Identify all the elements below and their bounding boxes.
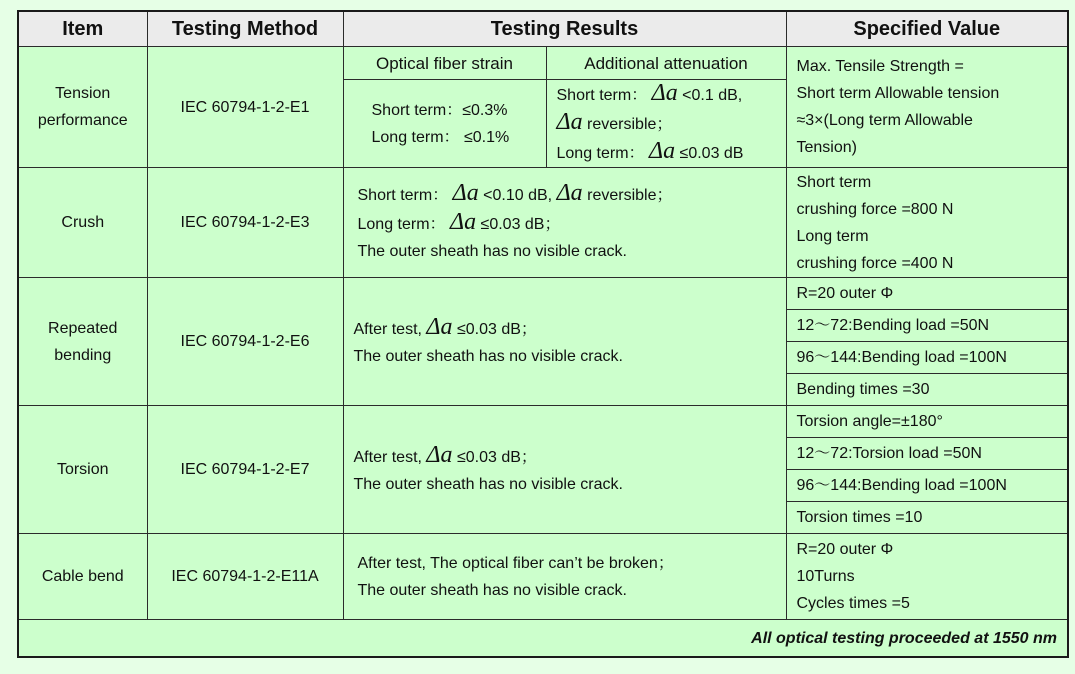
tension-subheader-row [18, 47, 1068, 80]
tension-att-l2-post: reversible； [582, 116, 673, 133]
crush-spec-line4: crushing force =400 N [796, 254, 954, 272]
cablebend-result-line2: The outer sheath has no visible crack. [357, 581, 627, 599]
crush-row [18, 168, 1068, 278]
repeated-result-line1 [354, 314, 786, 343]
cablebend-spec-cell [786, 534, 1068, 620]
cablebend-results-cell [343, 534, 786, 620]
header-testing-results: Testing Results [343, 11, 786, 47]
tension-att-line2 [557, 109, 786, 138]
torsion-spec-1: Torsion angle=±180° [786, 406, 1068, 438]
repeated-method-cell: IEC 60794-1-2-E6 [147, 278, 343, 406]
crush-results-cell [343, 168, 786, 278]
cablebend-row [18, 534, 1068, 620]
torsion-result-line1 [354, 442, 786, 471]
crush-spec-cell [786, 168, 1068, 278]
torsion-row-1 [18, 406, 1068, 438]
delta-a-symbol: Δa [556, 180, 583, 206]
delta-a-symbol: Δa [651, 80, 678, 106]
tension-item-cell [18, 47, 147, 168]
tension-spec-line4: Tension) [796, 139, 857, 156]
repeated-spec-1: R=20 outer Φ [786, 278, 1068, 310]
header-testing-method: Testing Method [147, 11, 343, 47]
crush-result-line2 [358, 209, 786, 238]
header-item: Item [18, 11, 147, 47]
cablebend-method-cell: IEC 60794-1-2-E11A [147, 534, 343, 620]
tension-spec-line2: Short term Allowable tension [796, 85, 1000, 102]
torsion-spec-2: 12～72:Torsion load =50N [786, 438, 1068, 470]
repeated-results-cell [343, 278, 786, 406]
tension-att-l1-post: <0.1 dB, [677, 87, 743, 104]
crush-result-line1 [358, 180, 786, 209]
delta-a-symbol: Δa [450, 209, 477, 235]
repeated-spec-2: 12～72:Bending load =50N [786, 310, 1068, 342]
cablebend-result-line1: After test, The optical fiber can’t be broken； [357, 554, 674, 572]
torsion-spec-3: 96～144:Bending load =100N [786, 470, 1068, 502]
header-row [18, 11, 1068, 47]
tension-att-l1-pre: Short term： [556, 87, 652, 104]
tension-item-line2: performance [37, 112, 128, 129]
footer-note: All optical testing proceeded at 1550 nm [18, 620, 1068, 658]
repeated-r1-pre: After test, [353, 320, 427, 338]
tension-method-cell: IEC 60794-1-2-E1 [147, 47, 343, 168]
torsion-spec-4: Torsion times =10 [786, 502, 1068, 534]
torsion-r1-pre: After test, [353, 448, 427, 466]
crush-method-cell: IEC 60794-1-2-E3 [147, 168, 343, 278]
delta-a-symbol: Δa [452, 180, 479, 206]
tension-strain-short: Short term：≤0.3% [371, 101, 508, 119]
crush-item-cell: Crush [18, 168, 147, 278]
delta-a-symbol: Δa [426, 313, 453, 340]
spec-table-container [17, 10, 1067, 660]
tension-attenuation-cell [546, 80, 786, 168]
torsion-item-cell: Torsion [18, 406, 147, 534]
repeated-spec-4: Bending times =30 [786, 374, 1068, 406]
repeated-spec-3: 96～144:Bending load =100N [786, 342, 1068, 374]
cablebend-spec-line2: 10Turns [796, 568, 855, 585]
delta-a-symbol: Δa [649, 138, 676, 164]
repeated-item-line1: Repeated [48, 319, 118, 337]
repeated-row-1 [18, 278, 1068, 310]
tension-att-l3-post: ≤0.03 dB [675, 145, 744, 162]
torsion-method-cell: IEC 60794-1-2-E7 [147, 406, 343, 534]
crush-r2-post: ≤0.03 dB； [476, 216, 561, 233]
repeated-item-cell [18, 278, 147, 406]
cable-testing-table [17, 10, 1069, 658]
tension-spec-cell [786, 47, 1068, 168]
header-specified-value: Specified Value [786, 11, 1068, 47]
tension-item-line1: Tension [55, 85, 111, 102]
cablebend-item-cell: Cable bend [18, 534, 147, 620]
repeated-r1-post: ≤0.03 dB； [452, 320, 537, 338]
torsion-r1-post: ≤0.03 dB； [452, 448, 537, 466]
tension-att-line1 [557, 80, 786, 109]
tension-strain-cell [343, 80, 546, 168]
torsion-results-cell [343, 406, 786, 534]
cablebend-spec-line1: R=20 outer Φ [796, 541, 894, 558]
tension-spec-line1: Max. Tensile Strength = [796, 58, 964, 75]
crush-spec-line1: Short term [796, 173, 872, 191]
tension-subheader-attenuation: Additional attenuation [546, 47, 786, 80]
crush-r1-pre: Short term： [357, 187, 453, 204]
crush-r1-post: reversible； [582, 187, 673, 204]
crush-spec-line2: crushing force =800 N [796, 200, 954, 218]
tension-subheader-strain: Optical fiber strain [343, 47, 546, 80]
crush-result-line3: The outer sheath has no visible crack. [357, 243, 627, 260]
cablebend-spec-line3: Cycles times =5 [796, 595, 910, 612]
torsion-result-line2: The outer sheath has no visible crack. [353, 475, 623, 493]
crush-r2-pre: Long term： [357, 216, 450, 233]
crush-spec-line3: Long term [796, 227, 869, 245]
tension-att-l3-pre: Long term： [556, 145, 649, 162]
delta-a-symbol: Δa [426, 441, 453, 468]
tension-spec-line3: ≈3×(Long term Allowable [796, 112, 973, 129]
crush-r1-mid: <0.10 dB, [478, 187, 557, 204]
footer-row [18, 620, 1068, 658]
delta-a-symbol: Δa [556, 109, 583, 135]
repeated-result-line2: The outer sheath has no visible crack. [353, 347, 623, 365]
repeated-item-line2: bending [54, 346, 112, 364]
tension-strain-long: Long term： ≤0.1% [371, 128, 510, 146]
tension-att-line3 [557, 138, 786, 167]
